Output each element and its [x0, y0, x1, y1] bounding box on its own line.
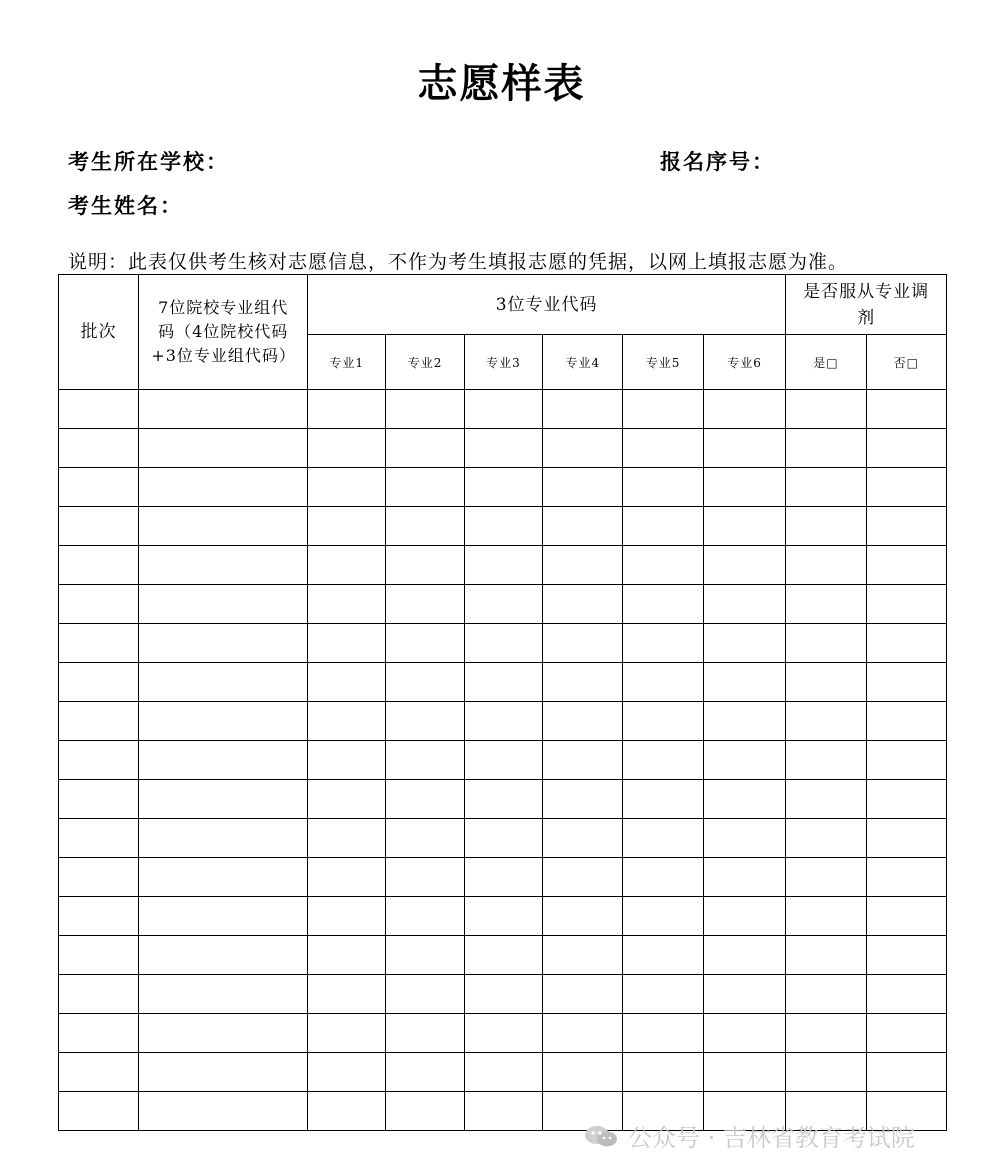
table-cell[interactable] [786, 819, 866, 858]
table-cell[interactable] [308, 741, 386, 780]
table-cell[interactable] [464, 780, 542, 819]
table-row [59, 390, 947, 429]
header-major-4: 专业4 [543, 335, 623, 390]
table-cell[interactable] [386, 819, 464, 858]
watermark-text: 公众号 · 吉林省教育考试院 [628, 1124, 915, 1152]
table-cell[interactable] [786, 858, 866, 897]
table-cell[interactable] [703, 429, 785, 468]
table-cell[interactable] [543, 585, 623, 624]
table-cell[interactable] [623, 702, 703, 741]
table-row [59, 1014, 947, 1053]
table-cell[interactable] [786, 702, 866, 741]
table-cell[interactable] [139, 897, 308, 936]
table-cell[interactable] [139, 624, 308, 663]
table-cell[interactable] [703, 1053, 785, 1092]
table-cell[interactable] [139, 1092, 308, 1131]
table-cell[interactable] [59, 1092, 139, 1131]
table-cell[interactable] [543, 702, 623, 741]
table-cell[interactable] [386, 585, 464, 624]
table-cell[interactable] [308, 936, 386, 975]
table-cell[interactable] [59, 702, 139, 741]
header-adjust: 是否服从专业调剂 [786, 275, 947, 335]
volunteer-table [58, 274, 947, 1131]
table-row [59, 429, 947, 468]
table-cell[interactable] [386, 975, 464, 1014]
table-cell[interactable] [866, 936, 946, 975]
table-cell[interactable] [59, 390, 139, 429]
table-row [59, 585, 947, 624]
table-cell[interactable] [59, 741, 139, 780]
table-cell[interactable] [464, 1092, 542, 1131]
table-cell[interactable] [139, 663, 308, 702]
table-cell[interactable] [703, 624, 785, 663]
table-cell[interactable] [139, 390, 308, 429]
table-cell[interactable] [59, 1014, 139, 1053]
table-cell[interactable] [308, 975, 386, 1014]
table-cell[interactable] [866, 780, 946, 819]
table-cell[interactable] [866, 819, 946, 858]
header-major-3: 专业3 [464, 335, 542, 390]
table-cell[interactable] [464, 468, 542, 507]
table-cell[interactable] [543, 975, 623, 1014]
table-row [59, 975, 947, 1014]
table-cell[interactable] [786, 1053, 866, 1092]
table-cell[interactable] [308, 702, 386, 741]
table-cell[interactable] [866, 702, 946, 741]
header-major-2: 专业2 [386, 335, 464, 390]
table-cell[interactable] [623, 624, 703, 663]
table-cell[interactable] [786, 741, 866, 780]
table-cell[interactable] [464, 390, 542, 429]
table-cell[interactable] [786, 507, 866, 546]
table-cell[interactable] [59, 468, 139, 507]
table-cell[interactable] [623, 780, 703, 819]
table-cell[interactable] [386, 1014, 464, 1053]
table-cell[interactable] [543, 468, 623, 507]
table-cell[interactable] [703, 819, 785, 858]
wechat-icon [584, 1125, 618, 1147]
table-cell[interactable] [866, 975, 946, 1014]
table-cell[interactable] [464, 858, 542, 897]
table-cell[interactable] [866, 1053, 946, 1092]
table-cell[interactable] [866, 585, 946, 624]
header-adjust-no: 否□ [866, 335, 946, 390]
table-cell[interactable] [139, 546, 308, 585]
table-cell[interactable] [308, 663, 386, 702]
table-cell[interactable] [59, 585, 139, 624]
table-cell[interactable] [786, 585, 866, 624]
table-cell[interactable] [464, 897, 542, 936]
table-cell[interactable] [308, 429, 386, 468]
table-row [59, 1053, 947, 1092]
table-cell[interactable] [543, 741, 623, 780]
table-cell[interactable] [623, 663, 703, 702]
table-cell[interactable] [703, 975, 785, 1014]
note: 说明：此表仅供考生核对志愿信息，不作为考生填报志愿的凭据，以网上填报志愿为准。 [68, 251, 849, 273]
page-title: 志愿样表 [417, 60, 586, 107]
table-cell[interactable] [386, 624, 464, 663]
table-row [59, 507, 947, 546]
table-cell[interactable] [386, 468, 464, 507]
table-cell[interactable] [703, 663, 785, 702]
table-cell[interactable] [59, 897, 139, 936]
table-cell[interactable] [59, 429, 139, 468]
table-cell[interactable] [543, 819, 623, 858]
header-major-5: 专业5 [623, 335, 703, 390]
table-cell[interactable] [703, 585, 785, 624]
table-cell[interactable] [703, 858, 785, 897]
table-cell[interactable] [308, 468, 386, 507]
table-cell[interactable] [866, 624, 946, 663]
table-row [59, 546, 947, 585]
table-cell[interactable] [866, 741, 946, 780]
table-cell[interactable] [464, 546, 542, 585]
table-cell[interactable] [623, 429, 703, 468]
table-cell[interactable] [786, 897, 866, 936]
table-cell[interactable] [464, 936, 542, 975]
table-cell[interactable] [786, 663, 866, 702]
table-cell[interactable] [386, 507, 464, 546]
table-row [59, 819, 947, 858]
header-major-1: 专业1 [308, 335, 386, 390]
table-cell[interactable] [139, 858, 308, 897]
name-label: 考生姓名： [68, 193, 183, 218]
table-cell[interactable] [543, 663, 623, 702]
table-cell[interactable] [786, 1014, 866, 1053]
header-batch: 批次 [59, 275, 139, 390]
table-row [59, 741, 947, 780]
table-cell[interactable] [308, 780, 386, 819]
table-cell[interactable] [623, 897, 703, 936]
table-cell[interactable] [623, 936, 703, 975]
table-cell[interactable] [139, 975, 308, 1014]
table-cell[interactable] [308, 546, 386, 585]
table-cell[interactable] [308, 1014, 386, 1053]
table-cell[interactable] [703, 507, 785, 546]
table-cell[interactable] [59, 975, 139, 1014]
header-major-code: 3位专业代码 [308, 275, 786, 335]
table-cell[interactable] [386, 897, 464, 936]
table-cell[interactable] [139, 1053, 308, 1092]
table-cell[interactable] [59, 546, 139, 585]
table-cell[interactable] [623, 741, 703, 780]
table-cell[interactable] [866, 429, 946, 468]
table-cell[interactable] [386, 663, 464, 702]
table-cell[interactable] [786, 624, 866, 663]
table-cell[interactable] [386, 1053, 464, 1092]
table-cell[interactable] [543, 936, 623, 975]
table-row [59, 936, 947, 975]
table-cell[interactable] [786, 468, 866, 507]
table-cell[interactable] [464, 507, 542, 546]
table-cell[interactable] [623, 858, 703, 897]
table-cell[interactable] [623, 468, 703, 507]
table-cell[interactable] [386, 936, 464, 975]
table-cell[interactable] [464, 429, 542, 468]
table-cell[interactable] [543, 1053, 623, 1092]
table-cell[interactable] [464, 819, 542, 858]
table-cell[interactable] [623, 546, 703, 585]
table-cell[interactable] [703, 741, 785, 780]
table-cell[interactable] [308, 585, 386, 624]
table-cell[interactable] [786, 546, 866, 585]
table-cell[interactable] [308, 507, 386, 546]
table-cell[interactable] [139, 468, 308, 507]
table-cell[interactable] [703, 546, 785, 585]
table-row [59, 468, 947, 507]
table-cell[interactable] [543, 858, 623, 897]
table-cell[interactable] [623, 1053, 703, 1092]
table-cell[interactable] [464, 1053, 542, 1092]
table-row [59, 780, 947, 819]
table-cell[interactable] [308, 390, 386, 429]
table-cell[interactable] [386, 390, 464, 429]
table-cell[interactable] [139, 585, 308, 624]
table-cell[interactable] [866, 546, 946, 585]
table-cell[interactable] [464, 975, 542, 1014]
table-cell[interactable] [59, 780, 139, 819]
table-cell[interactable] [386, 858, 464, 897]
table-cell[interactable] [139, 507, 308, 546]
table-row [59, 858, 947, 897]
table-cell[interactable] [139, 702, 308, 741]
table-cell[interactable] [139, 936, 308, 975]
table-cell[interactable] [543, 897, 623, 936]
table-cell[interactable] [543, 390, 623, 429]
table-cell[interactable] [59, 936, 139, 975]
school-label: 考生所在学校： [68, 149, 229, 174]
table-cell[interactable] [464, 624, 542, 663]
table-row [59, 663, 947, 702]
table-cell[interactable] [866, 1014, 946, 1053]
table-cell[interactable] [386, 1092, 464, 1131]
table-cell[interactable] [786, 936, 866, 975]
table-cell[interactable] [543, 780, 623, 819]
table-cell[interactable] [543, 507, 623, 546]
table-cell[interactable] [703, 1014, 785, 1053]
table-cell[interactable] [308, 897, 386, 936]
table-cell[interactable] [543, 1014, 623, 1053]
table-cell[interactable] [59, 663, 139, 702]
table-row [59, 624, 947, 663]
table-cell[interactable] [703, 897, 785, 936]
reg-number-label: 报名序号： [660, 149, 775, 174]
table-cell[interactable] [308, 819, 386, 858]
table-cell[interactable] [386, 741, 464, 780]
table-cell[interactable] [623, 390, 703, 429]
table-cell[interactable] [386, 429, 464, 468]
table-cell[interactable] [786, 780, 866, 819]
table-cell[interactable] [139, 819, 308, 858]
table-cell[interactable] [623, 507, 703, 546]
table-cell[interactable] [786, 429, 866, 468]
table-cell[interactable] [703, 702, 785, 741]
table-cell[interactable] [464, 702, 542, 741]
header-adjust-yes: 是□ [786, 335, 866, 390]
table-cell[interactable] [866, 858, 946, 897]
table-cell[interactable] [866, 663, 946, 702]
table-cell[interactable] [139, 780, 308, 819]
header-major-6: 专业6 [703, 335, 785, 390]
table-cell[interactable] [386, 780, 464, 819]
table-cell[interactable] [386, 546, 464, 585]
table-cell[interactable] [59, 1053, 139, 1092]
table-cell[interactable] [703, 936, 785, 975]
table-cell[interactable] [543, 624, 623, 663]
header-group-code: 7位院校专业组代码（4位院校代码+3位专业组代码） [139, 275, 308, 390]
table-cell[interactable] [464, 663, 542, 702]
table-cell[interactable] [464, 1014, 542, 1053]
table-cell[interactable] [139, 741, 308, 780]
table-cell[interactable] [308, 1092, 386, 1131]
watermark [584, 1118, 915, 1153]
table-cell[interactable] [59, 624, 139, 663]
table-cell[interactable] [866, 468, 946, 507]
table-cell[interactable] [623, 585, 703, 624]
table-cell[interactable] [623, 819, 703, 858]
table-cell[interactable] [139, 429, 308, 468]
table-cell[interactable] [703, 780, 785, 819]
table-cell[interactable] [786, 390, 866, 429]
table-cell[interactable] [464, 585, 542, 624]
table-cell[interactable] [866, 897, 946, 936]
table-cell[interactable] [623, 975, 703, 1014]
table-cell[interactable] [59, 819, 139, 858]
table-row [59, 702, 947, 741]
table-cell[interactable] [308, 624, 386, 663]
table-cell[interactable] [543, 546, 623, 585]
table-cell[interactable] [308, 858, 386, 897]
table-cell[interactable] [59, 858, 139, 897]
table-row [59, 897, 947, 936]
table-cell[interactable] [386, 702, 464, 741]
table-cell[interactable] [543, 429, 623, 468]
table-cell[interactable] [703, 390, 785, 429]
table-cell[interactable] [866, 390, 946, 429]
table-cell[interactable] [464, 741, 542, 780]
table-cell[interactable] [786, 975, 866, 1014]
table-cell[interactable] [866, 507, 946, 546]
table-cell[interactable] [139, 1014, 308, 1053]
table-cell[interactable] [59, 507, 139, 546]
table-cell[interactable] [623, 1014, 703, 1053]
table-cell[interactable] [308, 1053, 386, 1092]
table-cell[interactable] [703, 468, 785, 507]
